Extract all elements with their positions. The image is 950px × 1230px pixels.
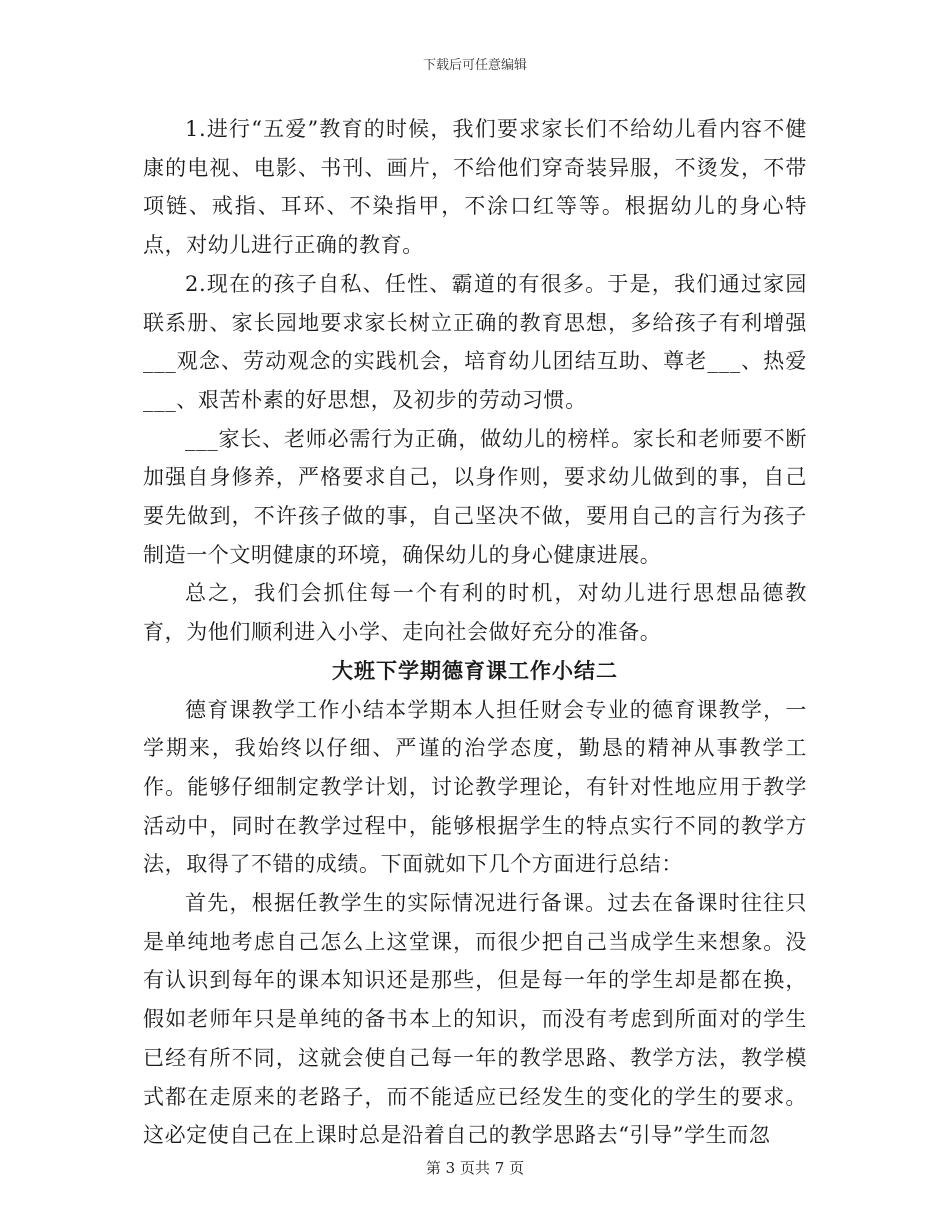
paragraph-role-model: ___家长、老师必需行为正确，做幼儿的榜样。家长和老师要不断加强自身修养，严格要求自己，以身作则，要求幼儿做到的事，自己要先做到，不许孩子做的事，自己坚决不做，要用自己的言行为孩子制造一个文明健康的环境，确保幼儿的身心健康进展。: [143, 426, 807, 567]
paragraph-lesson-prep: 首先，根据任教学生的实际情况进行备课。过去在备课时往往只是单纯地考虑自己怎么上这堂课，而很少把自己当成学生来想象。没有认识到每年的课本知识还是那些，但是每一年的学生却是都在换，假如老师年只是单纯的备书本上的知识，而没有考虑到所面对的学生已经有所不同，这就会使自己每一年的教学思路、教学方法，教学模式都在走原来的老路子，而不能适应已经发生的变化的学生的要求。这必定使自己在上课时总是沿着自己的教学思路去“引导”学生而忽: [143, 891, 807, 1148]
paragraph-five-loves: 1.进行“五爱”教育的时候，我们要求家长们不给幼儿看内容不健康的电视、电影、书刊、画片，不给他们穿奇装异服，不烫发，不带项链、戒指、耳环、不染指甲，不涂口红等等。根据幼儿的身心特点，对幼儿进行正确的教育。: [143, 117, 807, 258]
document-body: [143, 110, 807, 1155]
page-header: 下载后可任意编辑: [422, 58, 527, 73]
paragraph-home-school: 2.现在的孩子自私、任性、霸道的有很多。于是，我们通过家园联系册、家长园地要求家长树立正确的教育思想，多给孩子有利增强___观念、劳动观念的实践机会，培育幼儿团结互助、尊老___、热爱___、艰苦朴素的好思想，及初步的劳动习惯。: [143, 271, 807, 412]
paragraph-conclusion: 总之，我们会抓住每一个有利的时机，对幼儿进行思想品德教育，为他们顺利进入小学、走向社会做好充分的准备。: [143, 581, 807, 645]
paragraph-summary-intro: 德育课教学工作小结本学期本人担任财会专业的德育课教学，一学期来，我始终以仔细、严谨的治学态度，勤恳的精神从事教学工作。能够仔细制定教学计划，讨论教学理论，有针对性地应用于教学活动中，同时在教学过程中，能够根据学生的特点实行不同的教学方法，取得了不错的成绩。下面就如下几个方面进行总结：: [143, 697, 807, 877]
section-title: 大班下学期德育课工作小结二: [332, 658, 618, 683]
page-number: 第 3 页共 7 页: [425, 1159, 525, 1177]
